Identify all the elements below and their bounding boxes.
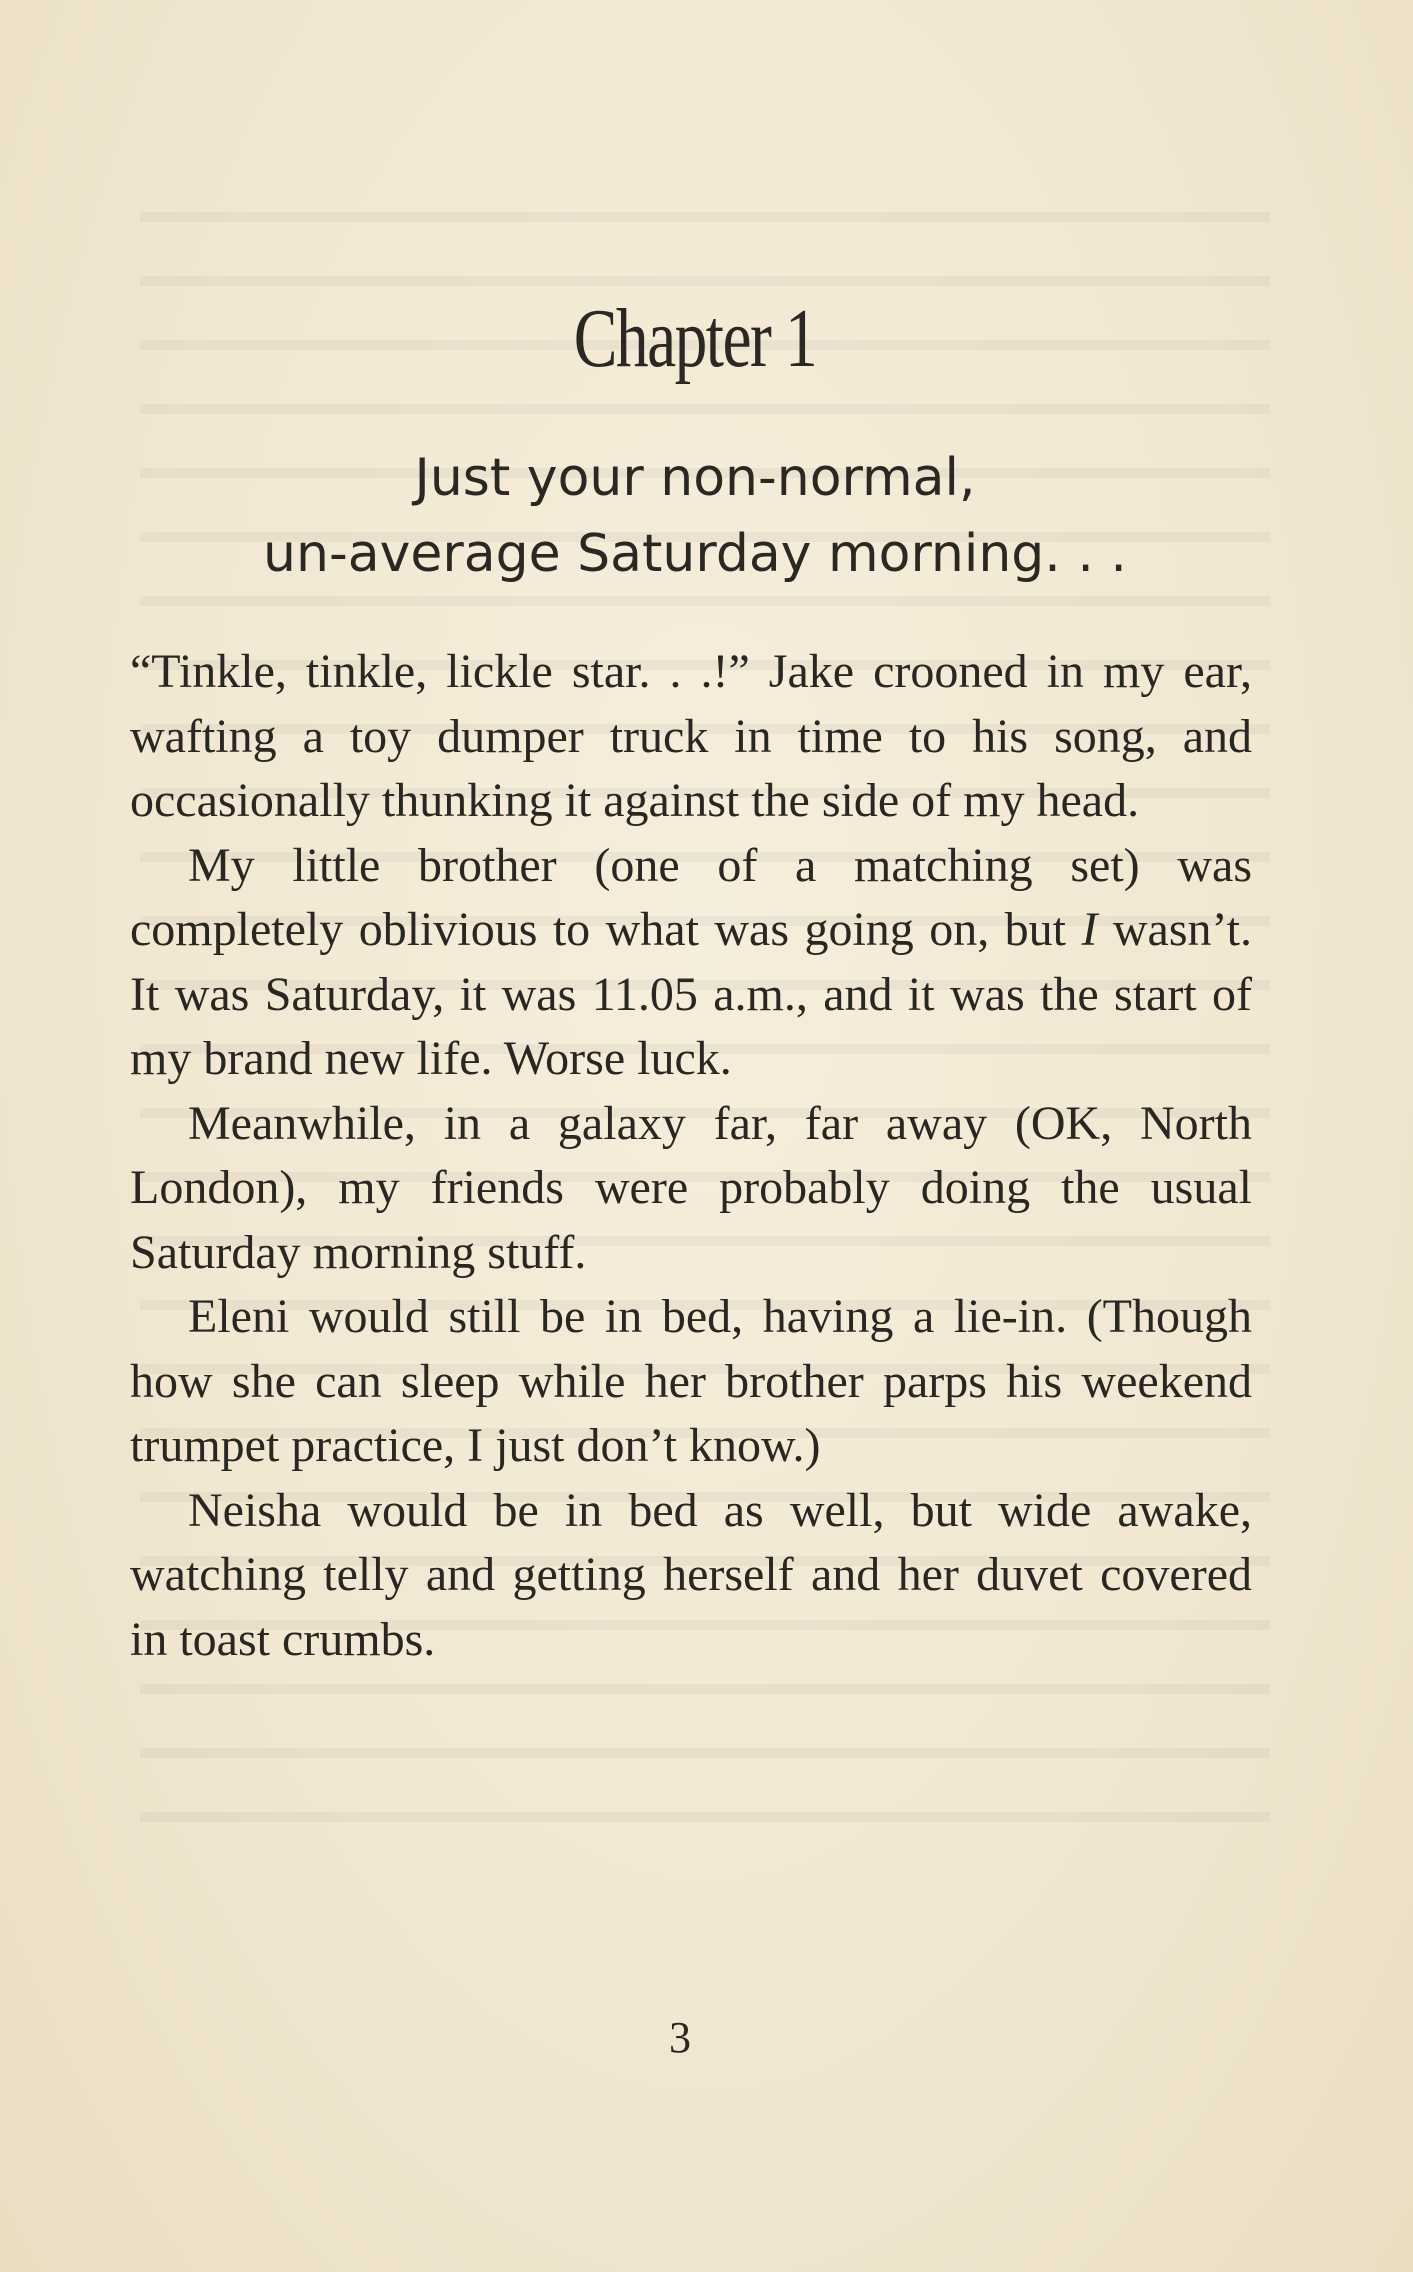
page-number: 3 (669, 2013, 691, 2062)
paragraph-5 (130, 1479, 1252, 1673)
subtitle-line-1: Just your non-normal, (414, 448, 976, 508)
paragraph-3 (130, 1092, 1252, 1286)
paragraph-2 (130, 834, 1252, 1092)
chapter-title: Chapter 1 (573, 292, 817, 385)
paragraph-text: Eleni would still be in bed, having a lie-in. (Though how she can sleep while her brother parps his weekend trumpet practice, I just don’t know.) (130, 1290, 1252, 1472)
chapter-subtitle (0, 440, 1390, 592)
body-text (130, 640, 1252, 1672)
paragraph-text: Neisha would be in bed as well, but wide awake, watching telly and getting herself and her duvet covered in toast crumbs. (130, 1483, 1252, 1666)
paragraph-text: “Tinkle, tinkle, lickle star. . .!” Jake crooned in my ear, wafting a toy dumper truck in time to his song, and occasionally thunking it against the side of my head. (130, 645, 1252, 827)
italic-word: I (1081, 903, 1098, 956)
paragraph-text: Meanwhile, in a galaxy far, far away (OK, North London), my friends were probably doing the usual Saturday morning stuff. (130, 1096, 1252, 1279)
paragraph-1 (130, 640, 1252, 834)
paragraph-text: wasn’t. It was Saturday, it was 11.05 a.m., and it was the start of my brand new life. Worse luck. (130, 903, 1252, 1085)
paragraph-4 (130, 1285, 1252, 1479)
paragraph-text: My little brother (one of a matching set) was completely oblivious to what was going on, but (130, 838, 1252, 956)
subtitle-line-2: un-average Saturday morning. . . (263, 524, 1127, 584)
